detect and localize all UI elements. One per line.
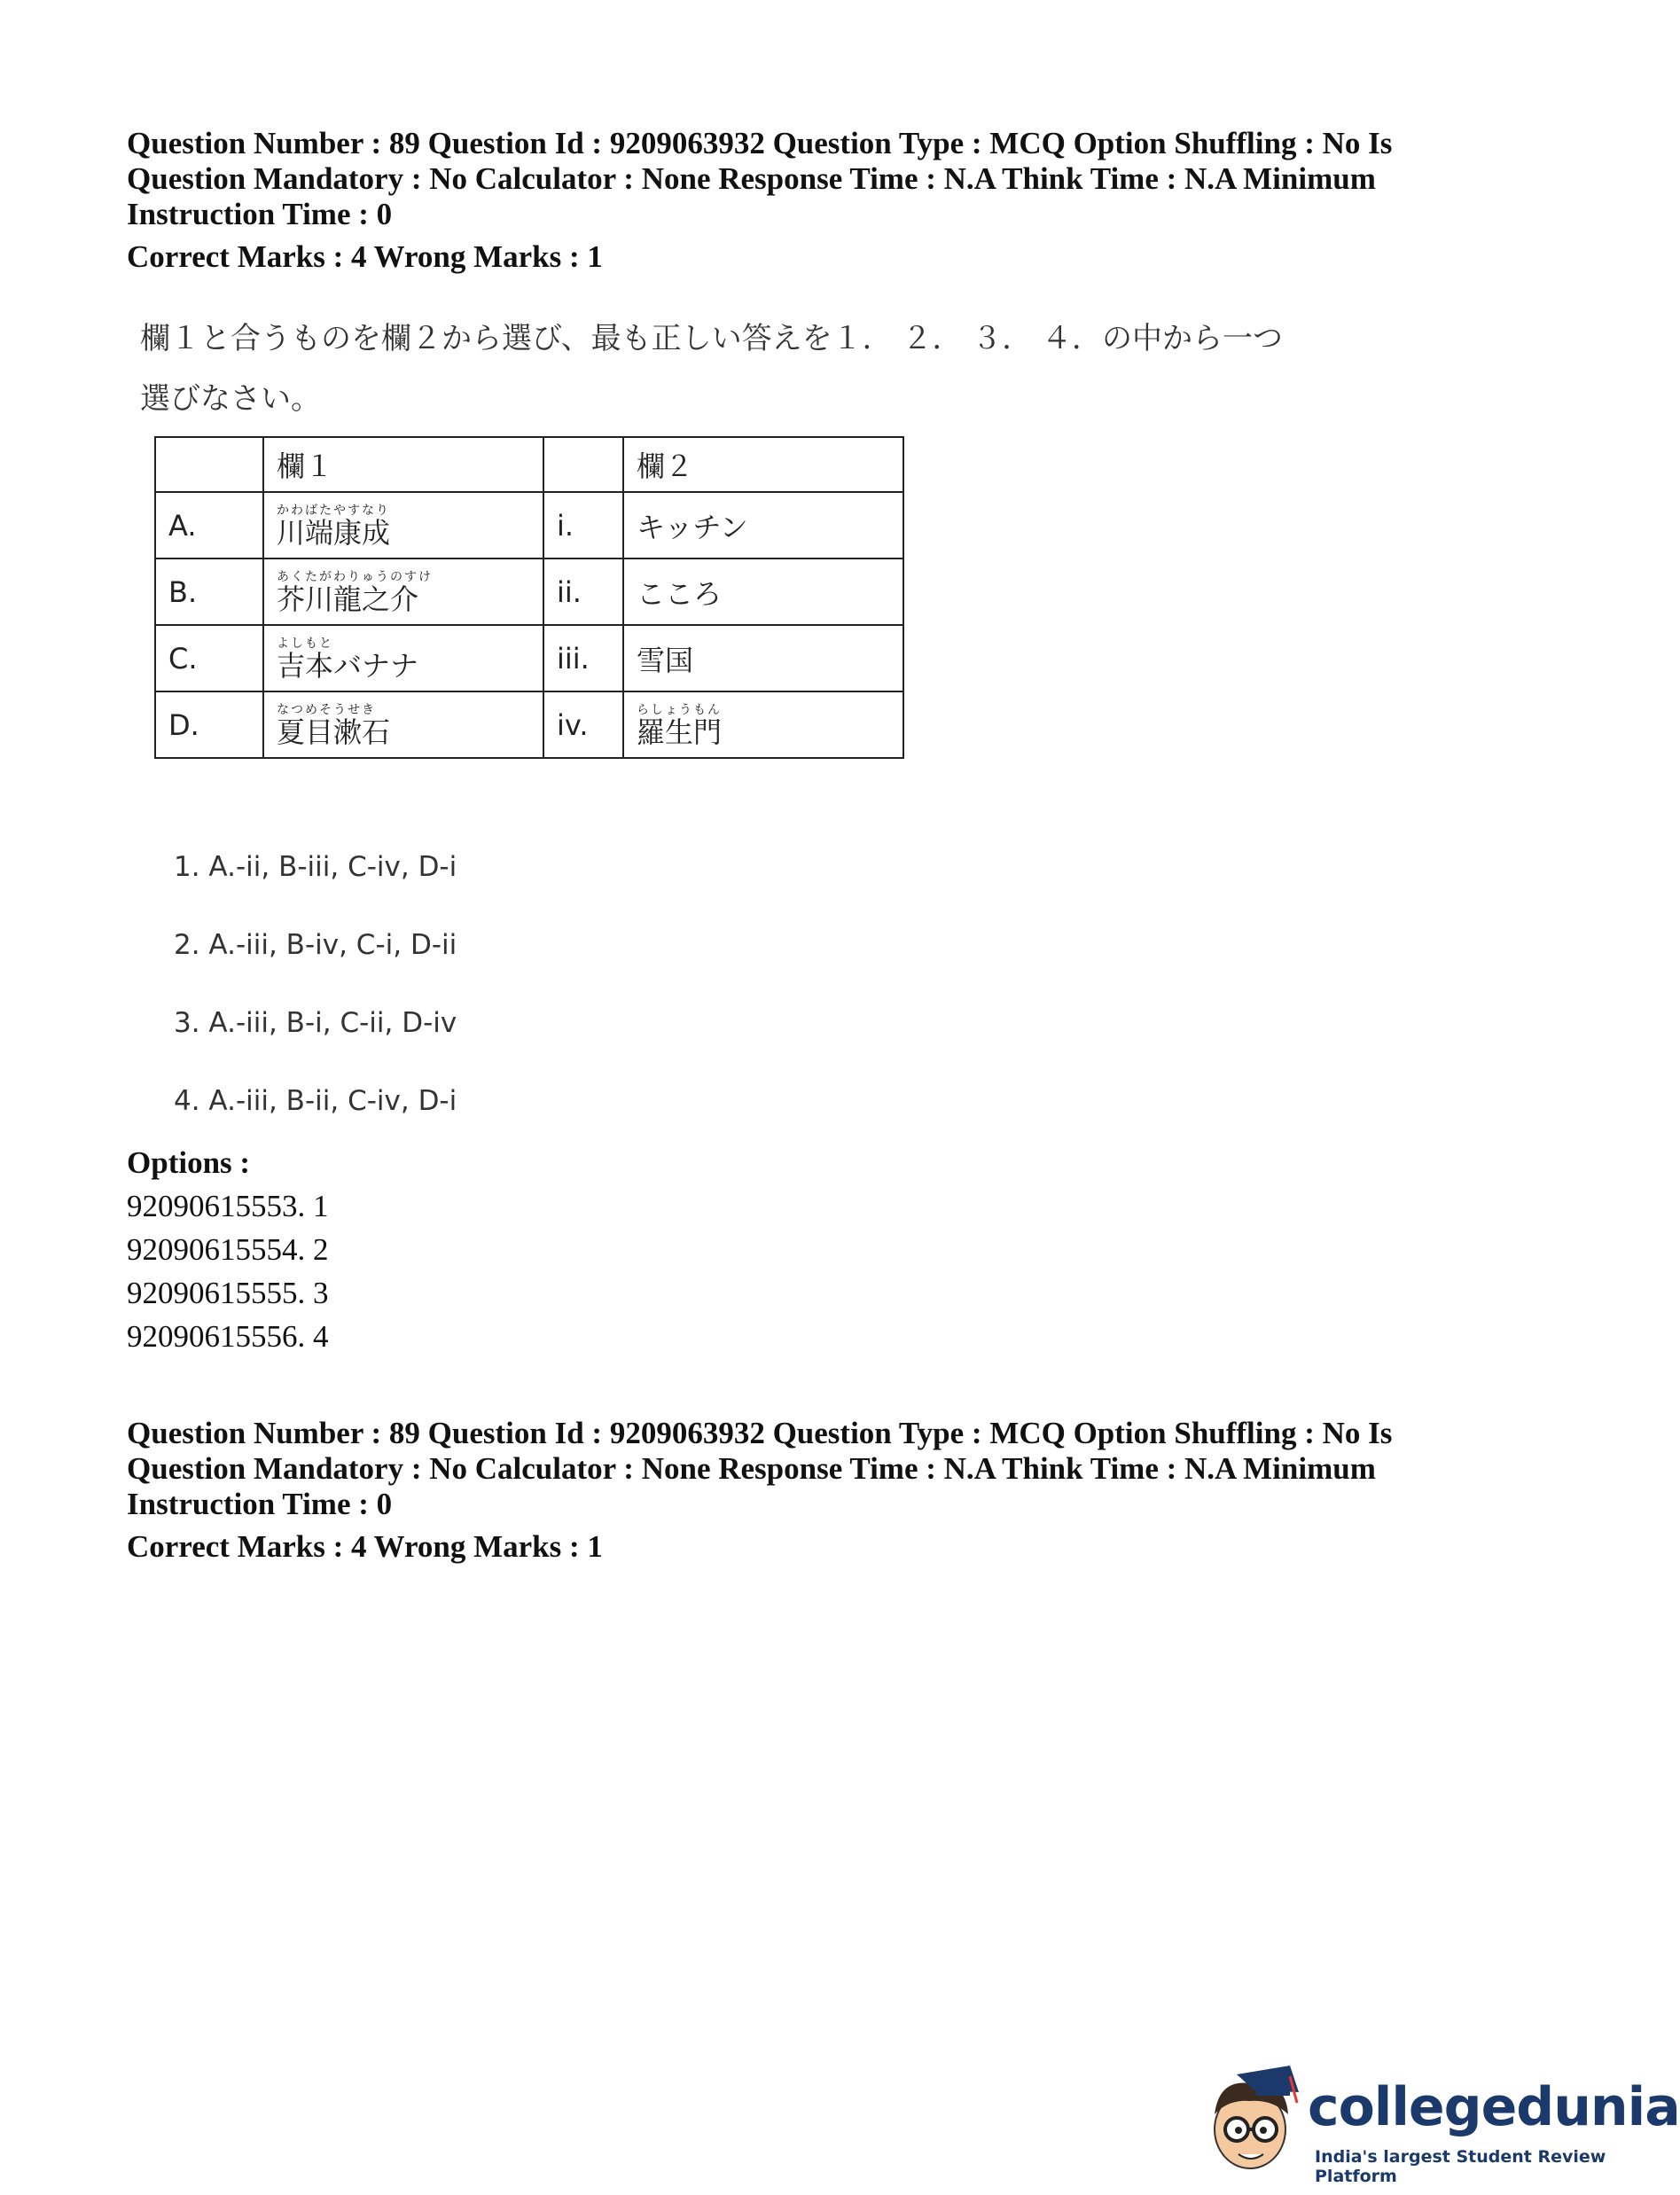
author-name: 川端康成: [277, 515, 391, 550]
furigana: あくたがわりゅうのすけ: [277, 569, 433, 584]
question-marks: Correct Marks : 4 Wrong Marks : 1: [127, 1529, 603, 1564]
table-row: [155, 559, 903, 625]
question-header-1: [127, 126, 1510, 275]
answer-choice-3: 3. A.-iii, B-i, C-ii, D-iv: [174, 1007, 457, 1039]
option-item: 92090615553. 1: [127, 1189, 329, 1223]
table-header-cell: [155, 437, 263, 492]
row-roman: ii.: [543, 559, 623, 625]
work-cell: 雪国: [623, 625, 903, 691]
option-item: 92090615555. 3: [127, 1276, 329, 1310]
row-letter: D.: [155, 691, 263, 758]
table-header-cell: 欄１: [263, 437, 543, 492]
question-marks: Correct Marks : 4 Wrong Marks : 1: [127, 239, 603, 274]
answer-choice-2: 2. A.-iii, B-iv, C-i, D-ii: [174, 929, 457, 961]
answer-choice-1: 1. A.-ii, B-iii, C-iv, D-i: [174, 851, 457, 883]
work-title: 羅生門: [637, 715, 723, 749]
answer-choices: [174, 842, 457, 1154]
row-roman: iv.: [543, 691, 623, 758]
author-cell: [263, 559, 543, 625]
furigana: なつめそうせき: [277, 702, 376, 717]
table-header-row: [155, 437, 903, 492]
mascot-icon: [1201, 2066, 1308, 2181]
table-row: [155, 691, 903, 758]
row-letter: A.: [155, 492, 263, 559]
question-meta: Question Number : 89 Question Id : 9209063932 Question Type : MCQ Option Shuffling : No Is Question Mandatory : No Calculator : None Response Time : N.A Think Time : N.A Minimum Instruction Time : 0: [127, 126, 1393, 231]
author-name: 芥川龍之介: [277, 582, 419, 616]
question-header-2: [127, 1416, 1510, 1565]
answer-choice-4: 4. A.-iii, B-ii, C-iv, D-i: [174, 1085, 457, 1117]
options-title: Options :: [127, 1145, 251, 1180]
work-cell: キッチン: [623, 492, 903, 559]
question-instruction: 欄１と合うものを欄２から選び、最も正しい答えを１． ２． ３． ４．の中から一つ選びなさい。: [140, 321, 1284, 417]
row-letter: B.: [155, 559, 263, 625]
work-cell: [623, 691, 903, 758]
furigana: よしもと: [277, 636, 333, 651]
author-name: 夏目漱石: [277, 715, 391, 749]
option-item: 92090615554. 2: [127, 1232, 329, 1267]
matching-table: [154, 436, 904, 759]
collegedunia-logo: [1201, 2066, 1680, 2186]
row-roman: i.: [543, 492, 623, 559]
author-cell: [263, 691, 543, 758]
table-header-cell: 欄２: [623, 437, 903, 492]
furigana: かわばたやすなり: [277, 503, 390, 518]
row-roman: iii.: [543, 625, 623, 691]
question-meta: Question Number : 89 Question Id : 9209063932 Question Type : MCQ Option Shuffling : No Is Question Mandatory : No Calculator : None Response Time : N.A Think Time : N.A Minimum Instruction Time : 0: [127, 1416, 1393, 1521]
option-item: 92090615556. 4: [127, 1319, 329, 1354]
author-cell: [263, 625, 543, 691]
logo-tagline: India's largest Student Review Platform: [1315, 2147, 1606, 2186]
work-cell: こころ: [623, 559, 903, 625]
table-header-cell: [543, 437, 623, 492]
furigana: らしょうもん: [637, 702, 722, 717]
table-row: [155, 625, 903, 691]
row-letter: C.: [155, 625, 263, 691]
table-row: [155, 492, 903, 559]
author-name: 吉本バナナ: [277, 648, 419, 683]
author-cell: [263, 492, 543, 559]
logo-wordmark: collegedunia: [1308, 2076, 1680, 2138]
options-section: [127, 1145, 1510, 1358]
